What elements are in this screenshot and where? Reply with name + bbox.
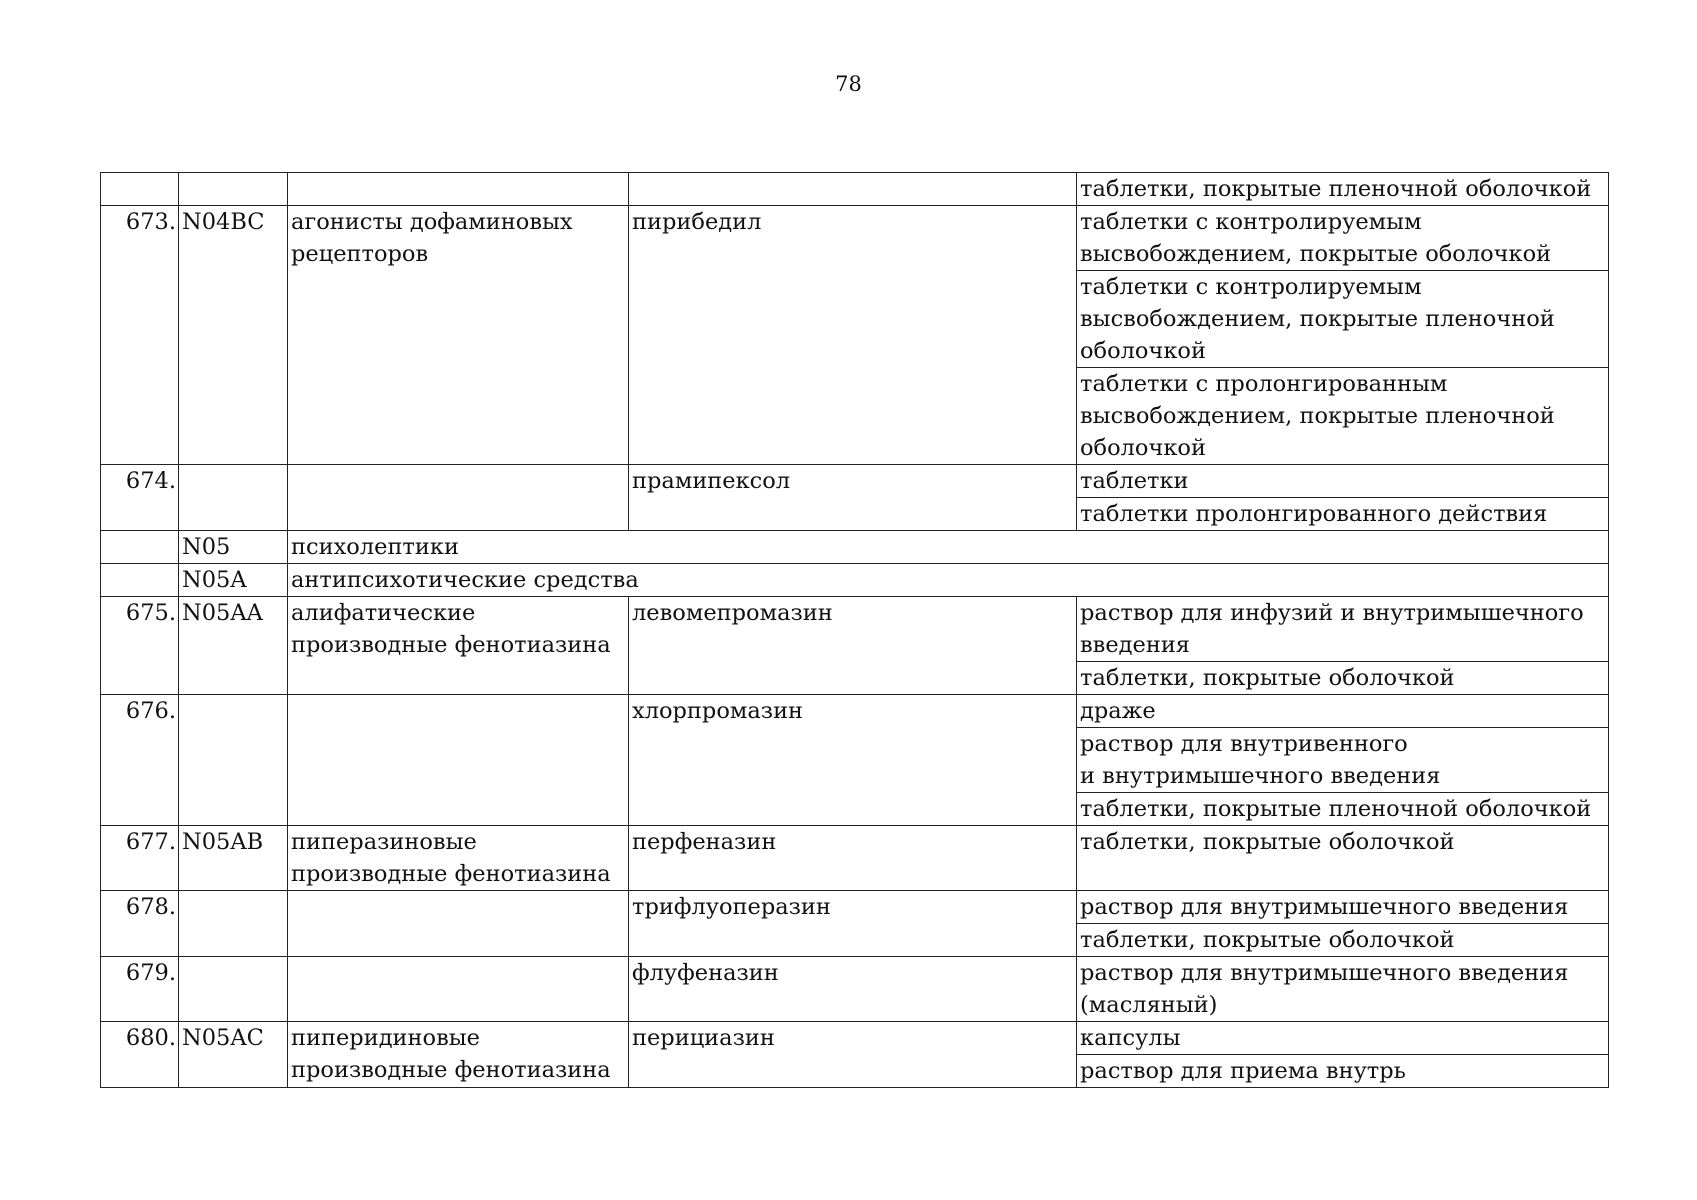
drug-name: пирибедил [629, 206, 1077, 465]
dosage-form: таблетки с пролонгированным высвобождением, покрытые пленочной оболочкой [1077, 368, 1609, 465]
drug-name: хлорпромазин [629, 695, 1077, 826]
table-row [101, 206, 1609, 271]
table-row [101, 1022, 1609, 1055]
row-number: 674. [101, 465, 179, 531]
table-row [101, 597, 1609, 662]
dosage-form: таблетки, покрытые оболочкой [1077, 826, 1609, 891]
drug-name: прамипексол [629, 465, 1077, 531]
atc-code: N05 [179, 531, 288, 564]
table-body [101, 173, 1609, 1088]
dosage-form: таблетки с контролируемым высвобождением, покрытые пленочной оболочкой [1077, 271, 1609, 368]
dosage-form: раствор для внутримышечного введения (масляный) [1077, 957, 1609, 1022]
table-row [101, 531, 1609, 564]
row-number [101, 531, 179, 564]
table-row [101, 957, 1609, 1022]
atc-code: N05AA [179, 597, 288, 695]
atc-code [179, 465, 288, 531]
dosage-form: таблетки пролонгированного действия [1077, 498, 1609, 531]
atc-code: N05AC [179, 1022, 288, 1088]
row-number: 675. [101, 597, 179, 695]
page-number: 78 [835, 72, 862, 96]
group-name: антипсихотические средства [288, 564, 1609, 597]
pharmacological-group [288, 173, 629, 206]
group-name: психолептики [288, 531, 1609, 564]
dosage-form: раствор для приема внутрь [1077, 1055, 1609, 1088]
atc-code [179, 891, 288, 957]
row-number [101, 173, 179, 206]
atc-code: N05AB [179, 826, 288, 891]
table-row [101, 564, 1609, 597]
dosage-form: драже [1077, 695, 1609, 728]
table-row [101, 465, 1609, 498]
dosage-form: раствор для инфузий и внутримышечного введения [1077, 597, 1609, 662]
dosage-form: таблетки, покрытые оболочкой [1077, 924, 1609, 957]
atc-code [179, 173, 288, 206]
row-number: 676. [101, 695, 179, 826]
pharmacological-group [288, 695, 629, 826]
atc-code [179, 957, 288, 1022]
drug-name: левомепромазин [629, 597, 1077, 695]
pharmacological-group: пиперазиновые производные фенотиазина [288, 826, 629, 891]
row-number: 678. [101, 891, 179, 957]
pharmacological-group [288, 891, 629, 957]
drug-table [100, 172, 1609, 1088]
pharmacological-group [288, 957, 629, 1022]
pharmacological-group: алифатические производные фенотиазина [288, 597, 629, 695]
dosage-form: таблетки, покрытые пленочной оболочкой [1077, 173, 1609, 206]
table-row [101, 891, 1609, 924]
table-row [101, 826, 1609, 891]
dosage-form: таблетки с контролируемым высвобождением, покрытые оболочкой [1077, 206, 1609, 271]
row-number [101, 564, 179, 597]
dosage-form: таблетки [1077, 465, 1609, 498]
pharmacological-group [288, 465, 629, 531]
row-number: 677. [101, 826, 179, 891]
atc-code: N05A [179, 564, 288, 597]
table-row [101, 173, 1609, 206]
pharmacological-group: агонисты дофаминовых рецепторов [288, 206, 629, 465]
atc-code [179, 695, 288, 826]
dosage-form: таблетки, покрытые пленочной оболочкой [1077, 793, 1609, 826]
drug-name: флуфеназин [629, 957, 1077, 1022]
row-number: 679. [101, 957, 179, 1022]
dosage-form: капсулы [1077, 1022, 1609, 1055]
row-number: 673. [101, 206, 179, 465]
dosage-form: таблетки, покрытые оболочкой [1077, 662, 1609, 695]
dosage-form: раствор для внутривенного и внутримышечного введения [1077, 728, 1609, 793]
table-row [101, 695, 1609, 728]
drug-name: перфеназин [629, 826, 1077, 891]
drug-name: трифлуоперазин [629, 891, 1077, 957]
drug-name: перициазин [629, 1022, 1077, 1088]
drug-name [629, 173, 1077, 206]
row-number: 680. [101, 1022, 179, 1088]
dosage-form: раствор для внутримышечного введения [1077, 891, 1609, 924]
atc-code: N04BC [179, 206, 288, 465]
pharmacological-group: пиперидиновые производные фенотиазина [288, 1022, 629, 1088]
